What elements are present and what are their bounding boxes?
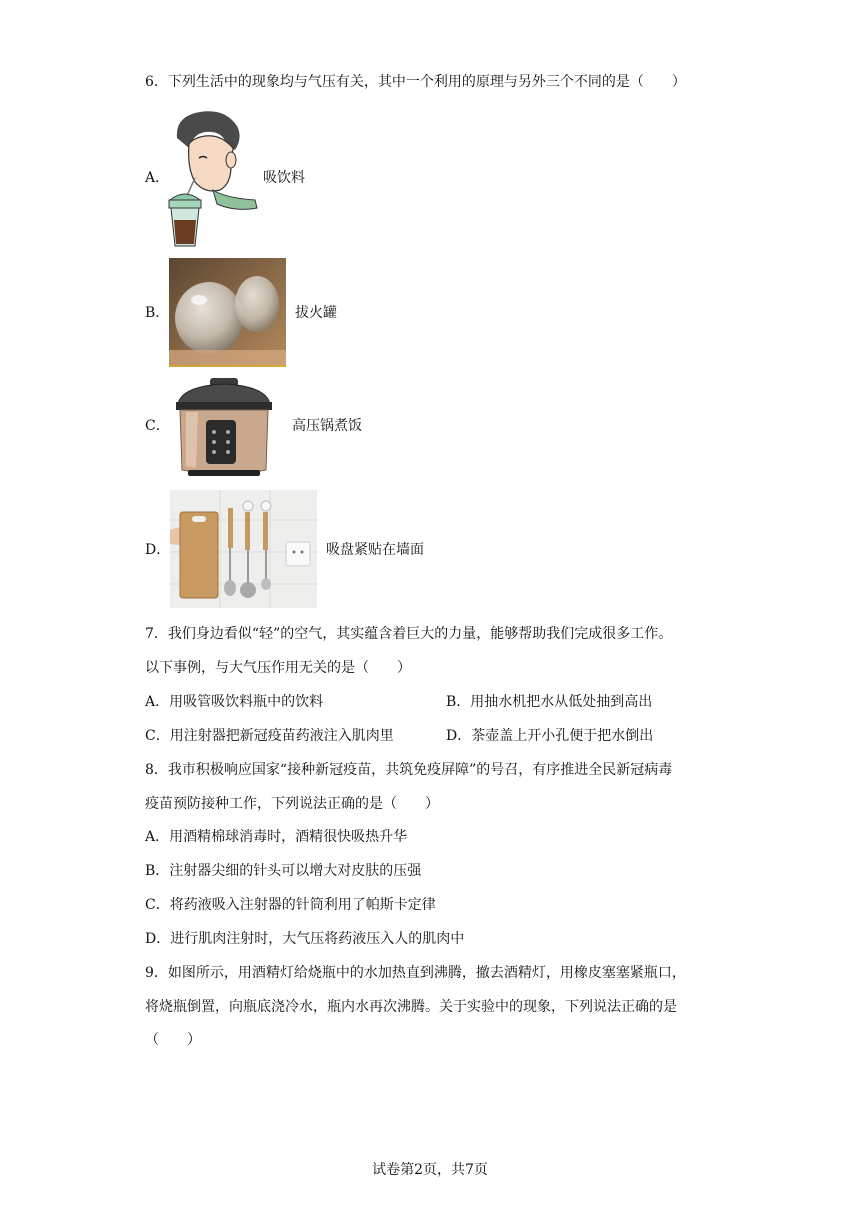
q6-option-c-caption: 高压锅煮饭 — [292, 418, 362, 434]
suction-hook-wall-image — [170, 490, 317, 608]
q9-stem-line3: （ ） — [145, 1032, 201, 1048]
q8-option-a: A．用酒精棉球消毒时，酒精很快吸热升华 — [145, 829, 408, 845]
q7-option-c: C．用注射器把新冠疫苗药液注入肌肉里 — [145, 728, 394, 744]
q6-option-a-caption: 吸饮料 — [263, 170, 305, 186]
q6-option-b-caption: 拔火罐 — [295, 305, 337, 321]
q7-option-b: B．用抽水机把水从低处抽到高出 — [446, 694, 653, 710]
q7-option-d: D．茶壶盖上开小孔便于把水倒出 — [446, 728, 654, 744]
q8-option-b: B．注射器尖细的针头可以增大对皮肤的压强 — [145, 863, 422, 879]
q9-stem-line2: 将烧瓶倒置，向瓶底浇冷水，瓶内水再次沸腾。关于实验中的现象，下列说法正确的是 — [145, 999, 677, 1015]
q6-option-d-caption: 吸盘紧贴在墙面 — [326, 542, 424, 558]
q7-stem-line2: 以下事例，与大气压作用无关的是（ ） — [145, 660, 411, 676]
q8-option-d: D．进行肌肉注射时，大气压将药液压入人的肌肉中 — [145, 931, 465, 947]
boy-drinking-image — [165, 108, 260, 248]
q8-stem-line2: 疫苗预防接种工作，下列说法正确的是（ ） — [145, 796, 439, 812]
q6-option-c-label: C． — [145, 418, 170, 434]
q6-option-b-label: B． — [145, 305, 170, 321]
cupping-jar-image — [169, 258, 286, 367]
q6-stem: 6．下列生活中的现象均与气压有关，其中一个利用的原理与另外三个不同的是（ ） — [145, 74, 686, 90]
q7-stem-line1: 7．我们身边看似“轻”的空气，其实蕴含着巨大的力量，能够帮助我们完成很多工作。 — [145, 626, 673, 642]
q8-stem-line1: 8．我市积极响应国家“接种新冠疫苗，共筑免疫屏障”的号召，有序推进全民新冠病毒 — [145, 762, 673, 778]
q9-stem-line1: 9．如图所示，用酒精灯给烧瓶中的水加热直到沸腾，撤去酒精灯，用橡皮塞塞紧瓶口， — [145, 965, 686, 981]
q6-option-d-label: D． — [145, 542, 171, 558]
q6-option-a-label: A． — [145, 170, 170, 186]
q8-option-c: C．将药液吸入注射器的针筒利用了帕斯卡定律 — [145, 897, 436, 913]
page-footer: 试卷第2页，共7页 — [372, 1162, 488, 1178]
pressure-cooker-image — [172, 374, 276, 480]
q7-option-a: A．用吸管吸饮料瓶中的饮料 — [145, 694, 324, 710]
